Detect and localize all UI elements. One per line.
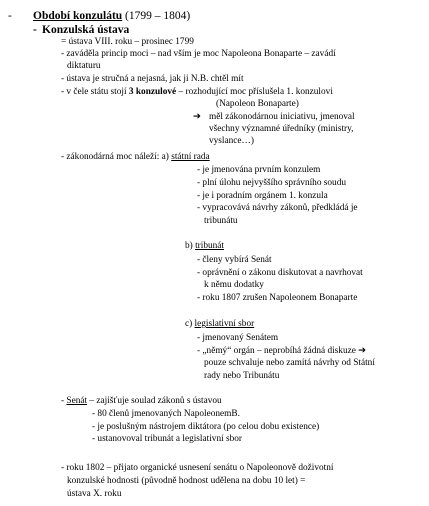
senate-line bbox=[61, 395, 222, 407]
state-council-item: - je i poradním orgánem 1. konzula bbox=[197, 191, 328, 201]
legislative-body-item: pouze schvaluje nebo zamítá návrhy od Státní bbox=[204, 358, 375, 368]
constitution-item: diktaturu bbox=[67, 61, 101, 71]
heading-bullet: - bbox=[8, 10, 12, 22]
constitution-item: - ústava je stručná a nejasná, jak ji N.B. chtěl mít bbox=[61, 74, 244, 84]
page-title-years: (1799 – 1804) bbox=[125, 10, 191, 22]
senate-suffix: – zajišťuje soulad zákonů s ústavou bbox=[87, 396, 222, 406]
senate-title: Senát bbox=[66, 396, 88, 406]
page-title-line bbox=[33, 10, 190, 22]
year-1802-line: ústava X. roku bbox=[67, 489, 122, 499]
tribunate-line bbox=[185, 240, 224, 252]
arrow-right-icon: ➔ bbox=[193, 112, 201, 122]
state-council-item: tribunátu bbox=[204, 216, 238, 226]
senate-prefix: - bbox=[61, 396, 67, 406]
legislative-body-item: rady nebo Tribunátu bbox=[204, 371, 280, 381]
state-council-item: - je jmenována prvním konzulem bbox=[197, 165, 321, 175]
tribunate-title: tribunát bbox=[195, 241, 224, 251]
legislative-body-line bbox=[185, 318, 254, 330]
legislative-intro-line bbox=[61, 151, 210, 163]
subheading-bullet: - bbox=[33, 24, 37, 36]
subheading-title: Konzulská ústava bbox=[42, 24, 130, 36]
consul-powers-line: všechny významné úředníky (ministry, bbox=[209, 124, 354, 134]
consul-powers-line: měl zákonodárnou iniciativu, jmenoval bbox=[209, 112, 355, 122]
tribunate-item: - roku 1807 zrušen Napoleonem Bonaparte bbox=[197, 293, 358, 303]
page-title: Období konzulátu bbox=[33, 10, 123, 22]
year-1802-line: - roku 1802 – přijato organické usnesení senátu o Napoleonově doživotní bbox=[61, 463, 334, 473]
consul-powers-line: vyslance…) bbox=[209, 136, 254, 146]
state-council-title: státní rada bbox=[171, 152, 210, 162]
tribunate-item: - oprávnění o zákonu diskutovat a navrhovat bbox=[197, 268, 363, 278]
legislative-body-prefix: c) bbox=[185, 319, 195, 329]
consuls-bold: 3 konzulové bbox=[128, 87, 177, 97]
senate-item: - ustanovoval tribunát a legislativní sbor bbox=[92, 434, 243, 444]
legislative-body-item: - „němý“ orgán – neprobíhá žádná diskuze ➔ bbox=[197, 346, 366, 356]
year-1802-line: konzulské hodnosti (původně hodnost udělena na dobu 10 let) = bbox=[67, 476, 306, 486]
tribunate-item: k němu dodatky bbox=[204, 280, 264, 290]
constitution-item: - zaváděla princip moci – nad vším je moc Napoleona Bonaparte – zavádí bbox=[61, 49, 336, 59]
consuls-prefix: - v čele státu stojí bbox=[61, 87, 129, 97]
tribunate-prefix: b) bbox=[185, 241, 196, 251]
legislative-body-item: - jmenovaný Senátem bbox=[197, 333, 279, 343]
state-council-item: - vypracovává návrhy zákonů, předkládá je bbox=[197, 203, 358, 213]
tribunate-item: - členy vybírá Senát bbox=[197, 255, 272, 265]
senate-item: - je poslušným nástrojem diktátora (po celou dobu existence) bbox=[92, 422, 320, 432]
constitution-equals: = ústava VIII. roku – prosinec 1799 bbox=[61, 37, 194, 47]
legislative-intro: - zákonodárná moc náleží: a) bbox=[61, 152, 172, 162]
consuls-line bbox=[61, 86, 333, 98]
state-council-item: - plní úlohu nejvyššího správního soudu bbox=[197, 178, 347, 188]
consuls-paren: (Napoleon Bonaparte) bbox=[216, 99, 299, 109]
senate-item: - 80 členů jmenovaných NapoleonemB. bbox=[92, 409, 240, 419]
legislative-body-title: legislativní sbor bbox=[194, 319, 255, 329]
consuls-suffix: – rozhodující moc příslušela 1. konzulovi bbox=[176, 87, 333, 97]
